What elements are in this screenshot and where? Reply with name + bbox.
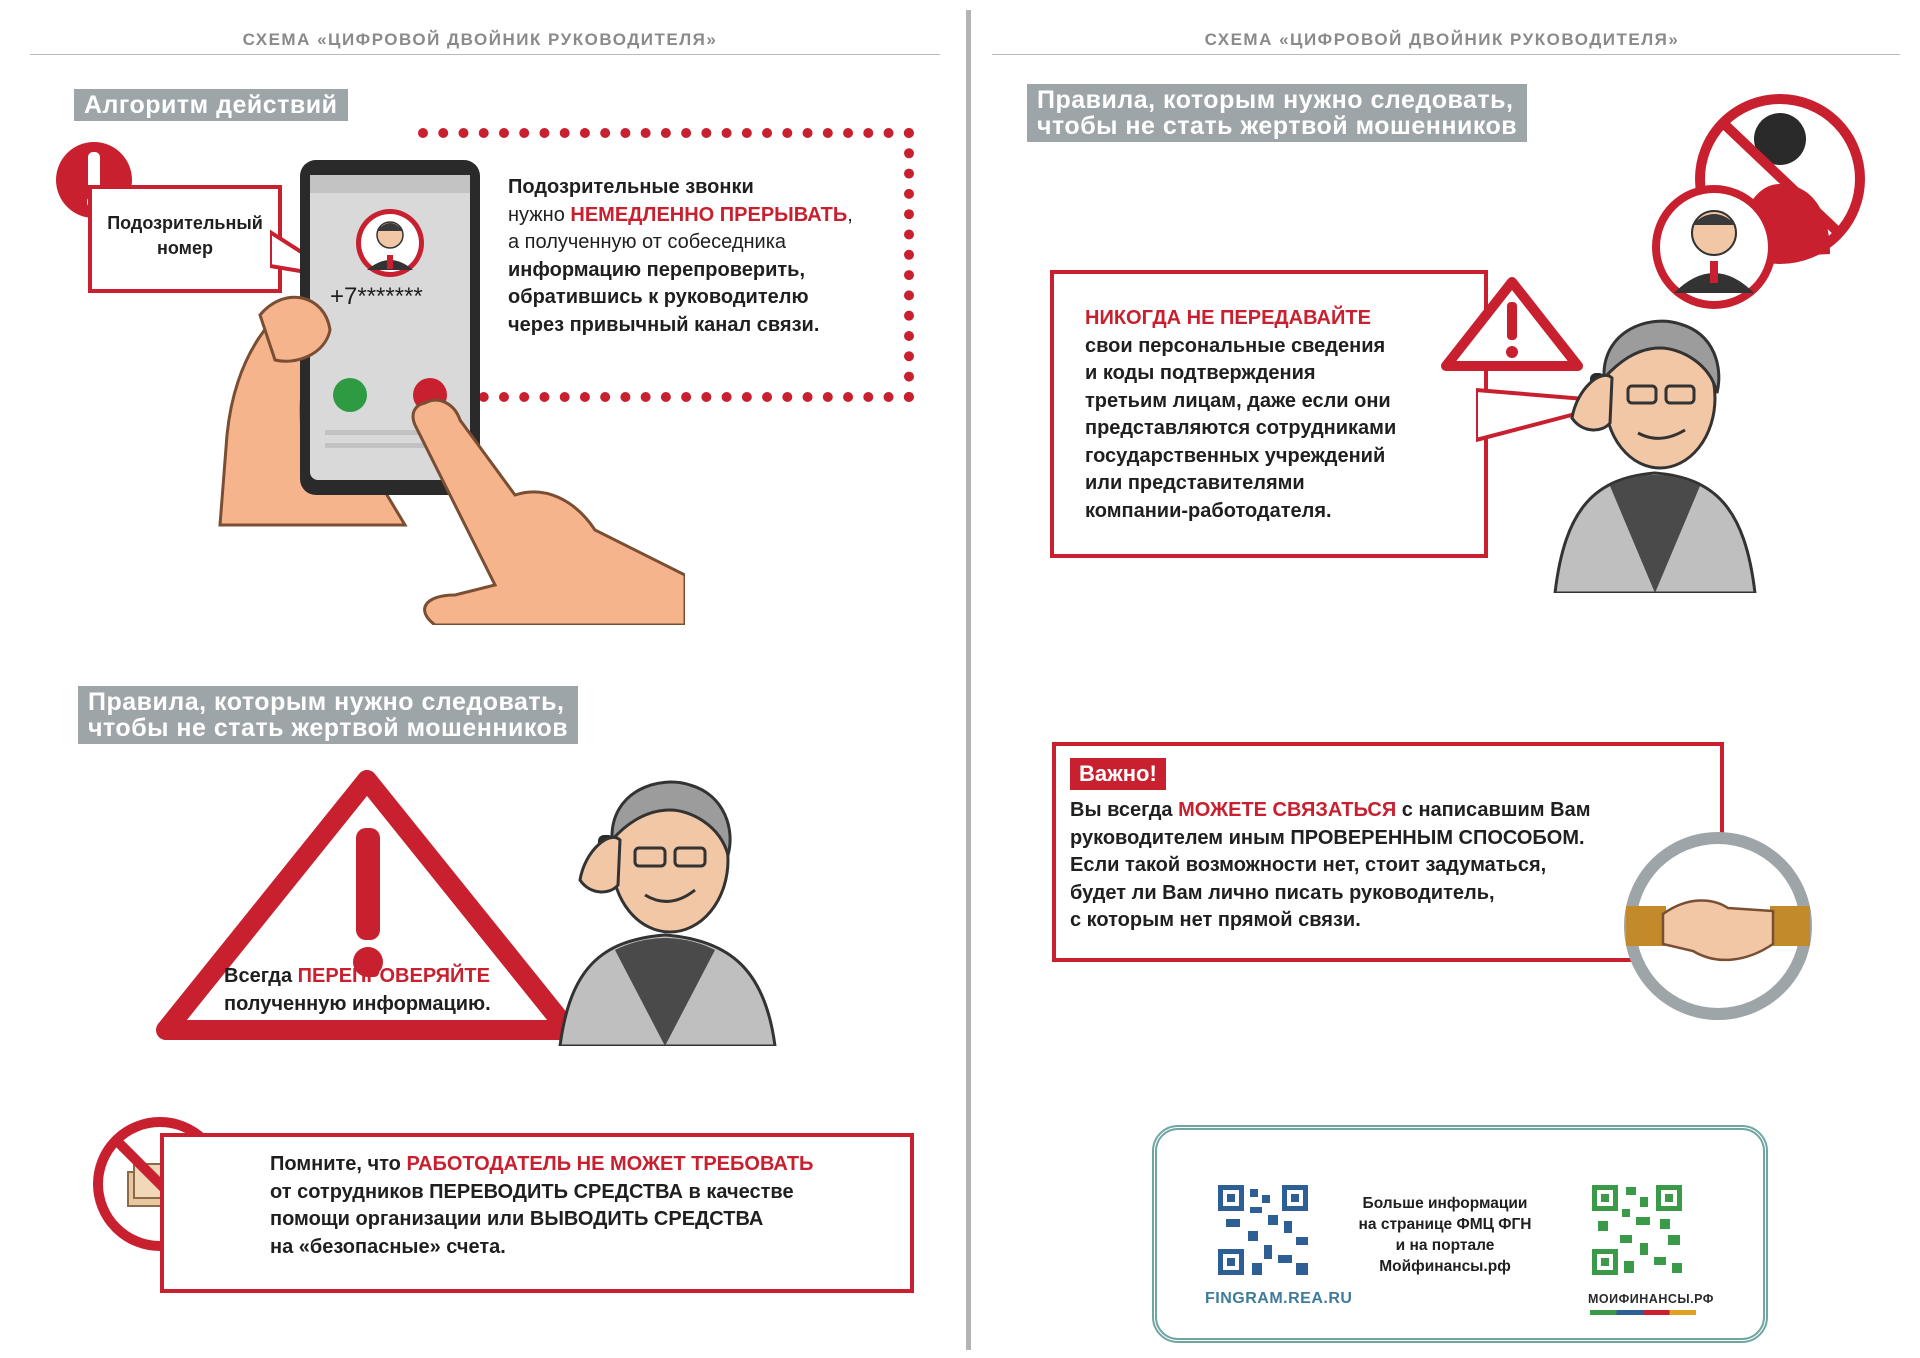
calls-line-6: через привычный канал связи. — [508, 313, 820, 336]
handshake-icon — [1618, 826, 1818, 1026]
more-info-text — [1340, 1193, 1550, 1277]
can-contact-emphasis: МОЖЕТЕ СВЯЗАТЬСЯ — [1178, 799, 1397, 821]
moifinansy-color-bar — [1590, 1310, 1696, 1315]
never-line-3: и коды подтверждения — [1085, 362, 1316, 384]
important-line-5: с которым нет прямой связи. — [1070, 909, 1361, 931]
important-text — [1070, 797, 1690, 935]
page-divider — [966, 10, 971, 1350]
calls-line-5: обратившись к руководителю — [508, 286, 809, 308]
info-line-3: и на портале — [1395, 1237, 1495, 1254]
qr-code-moifinansy — [1592, 1185, 1682, 1275]
right-page-title: СХЕМА «ЦИФРОВОЙ ДВОЙНИК РУКОВОДИТЕЛЯ» — [1204, 30, 1680, 49]
algorithm-label: Алгоритм действий — [74, 89, 348, 121]
qr-code-fingram — [1218, 1185, 1308, 1275]
left-rules-line-2: чтобы не стать жертвой мошенников — [88, 714, 569, 742]
never-line-2: свои персональные сведения — [1085, 334, 1386, 357]
never-line-8: компании-работодателя. — [1085, 499, 1332, 522]
employer-line-2: от сотрудников ПЕРЕВОДИТЬ СРЕДСТВА в качестве — [270, 1180, 794, 1203]
never-line-6: государственных учреждений — [1085, 444, 1386, 467]
recheck-emphasis: ПЕРЕПРОВЕРЯЙТЕ — [297, 965, 490, 987]
right-rules-line-1: Правила, которым нужно следовать, — [1037, 86, 1514, 114]
important-line-1: Вы всегда МОЖЕТЕ СВЯЗАТЬСЯ с написавшим Вам — [1070, 799, 1591, 821]
never-line-5: представляются сотрудниками — [1085, 417, 1397, 439]
recheck-line-2: полученную информацию. — [224, 992, 491, 1015]
moifinansy-caption: МОИФИНАНСЫ.РФ — [1588, 1292, 1714, 1306]
never-share-text — [1085, 305, 1465, 525]
important-badge: Важно! — [1070, 758, 1166, 790]
senior-man-phone-right-illustration — [1540, 308, 1770, 593]
calls-line-1: Подозрительные звонки — [508, 176, 754, 198]
callout-line-1: Подозрительный — [107, 213, 263, 233]
fingram-caption: FINGRAM.REA.RU — [1205, 1290, 1353, 1307]
employer-line-3: помощи организации или ВЫВОДИТЬ СРЕДСТВА — [270, 1208, 764, 1230]
important-line-4: будет ли Вам лично писать руководитель, — [1070, 881, 1495, 904]
left-rules-label — [78, 686, 578, 744]
info-line-1: Больше информации — [1362, 1195, 1528, 1212]
calls-line-2: нужно НЕМЕДЛЕННО ПРЕРЫВАТЬ, — [508, 203, 853, 226]
never-line-7: или представителями — [1085, 472, 1305, 494]
never-line-1: НИКОГДА НЕ ПЕРЕДАВАЙТЕ — [1085, 307, 1371, 329]
callout-line-2: номер — [157, 238, 213, 258]
phone-number: +7******* — [330, 283, 423, 310]
employer-line-1: Помните, что РАБОТОДАТЕЛЬ НЕ МОЖЕТ ТРЕБОВАТЬ — [270, 1153, 814, 1175]
info-line-2: на странице ФМЦ ФГН — [1358, 1216, 1532, 1233]
right-header-rule — [992, 54, 1900, 55]
interrupt-emphasis: НЕМЕДЛЕННО ПРЕРЫВАТЬ — [570, 203, 848, 226]
left-page-title: СХЕМА «ЦИФРОВОЙ ДВОЙНИК РУКОВОДИТЕЛЯ» — [242, 30, 718, 49]
right-rules-line-2: чтобы не стать жертвой мошенников — [1037, 112, 1518, 140]
calls-line-3: а полученную от собеседника — [508, 231, 787, 253]
employer-line-4: на «безопасные» счета. — [270, 1235, 506, 1258]
info-line-4: Мойфинансы.рф — [1379, 1258, 1511, 1275]
left-header-rule — [30, 54, 940, 55]
manager-avatar-icon — [1650, 183, 1778, 311]
important-line-3: Если такой возможности нет, стоит задуматься, — [1070, 854, 1547, 876]
left-rules-line-1: Правила, которым нужно следовать, — [88, 688, 565, 716]
recheck-line-1: Всегда ПЕРЕПРОВЕРЯЙТЕ — [224, 965, 490, 987]
suspicious-calls-text — [508, 174, 908, 339]
never-line-4: третьим лицам, даже если они — [1085, 389, 1391, 412]
senior-man-phone-illustration — [540, 770, 790, 1046]
calls-line-4: информацию перепроверить, — [508, 258, 806, 281]
employer-emphasis: РАБОТОДАТЕЛЬ НЕ МОЖЕТ ТРЕБОВАТЬ — [406, 1153, 814, 1175]
employer-warning-text — [270, 1151, 910, 1261]
important-line-2: руководителем иным ПРОВЕРЕННЫМ СПОСОБОМ. — [1070, 826, 1585, 849]
right-rules-label — [1027, 84, 1527, 142]
recheck-text — [224, 963, 564, 1018]
